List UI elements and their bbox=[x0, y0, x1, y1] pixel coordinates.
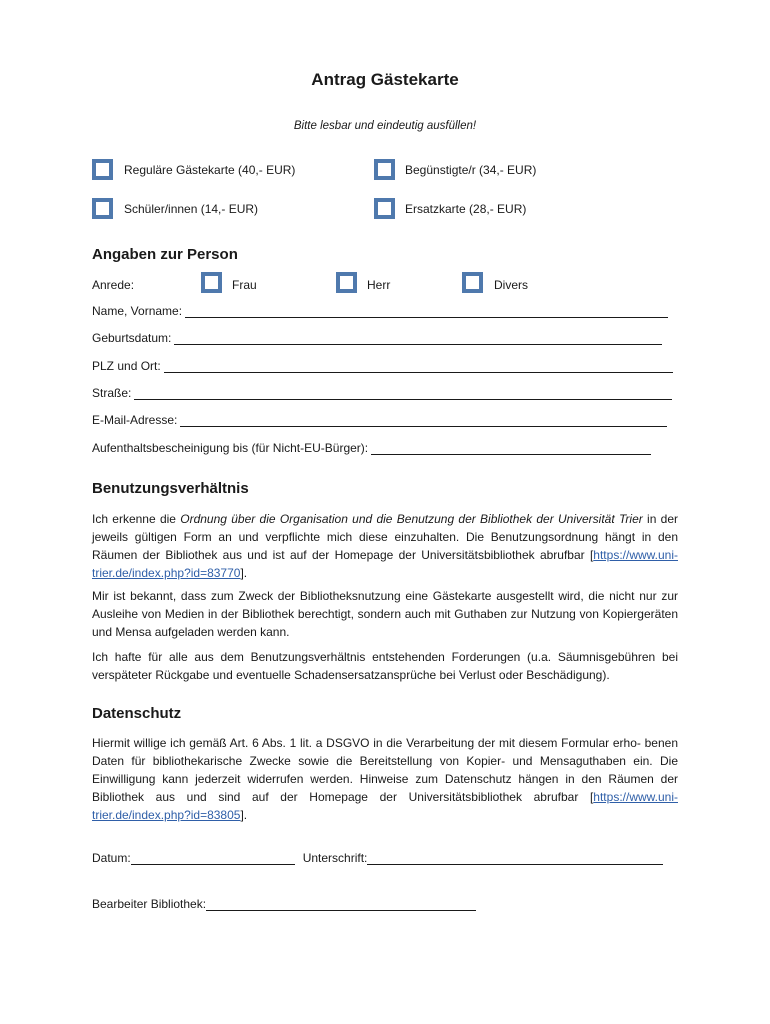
privacy-text-b: ]. bbox=[240, 808, 248, 822]
field-name[interactable] bbox=[92, 304, 668, 318]
checkbox-herr[interactable] bbox=[336, 272, 357, 293]
heading-usage: Benutzungsverhältnis bbox=[92, 480, 249, 497]
checkbox-regular-card[interactable] bbox=[92, 159, 113, 180]
usage-paragraph-3: Ich hafte für alle aus dem Benutzungsverhältnis entstehenden Forderungen (u.a. Säumnisgebühren bei verspäteter Rückgabe und eventuelle Schadensersatzansprüche bei Verlust oder Beschädigung). bbox=[92, 650, 678, 682]
label-regular-card: Reguläre Gästekarte (40,- EUR) bbox=[124, 163, 296, 177]
checkbox-frau[interactable] bbox=[201, 272, 222, 293]
field-name-line[interactable] bbox=[185, 305, 668, 318]
heading-privacy: Datenschutz bbox=[92, 705, 182, 722]
field-name-label: Name, Vorname: bbox=[92, 304, 183, 318]
clerk-line[interactable] bbox=[206, 898, 476, 911]
clerk-row bbox=[92, 897, 476, 911]
form-subtitle: Bitte lesbar und eindeutig ausfüllen! bbox=[293, 120, 477, 132]
privacy-link[interactable]: https://www.uni-trier.de/index.php?id=83805 bbox=[92, 790, 678, 822]
usage-p1-text-c: ]. bbox=[240, 566, 248, 580]
field-residence-permit-label: Aufenthaltsbescheinigung bis (für Nicht-EU-Bürger): bbox=[92, 441, 369, 455]
label-frau: Frau bbox=[232, 278, 257, 292]
usage-regulation-title: Ordnung über die Organisation und die Benutzung der Bibliothek der Universität Trier bbox=[180, 512, 643, 526]
field-zip-city-label: PLZ und Ort: bbox=[92, 359, 161, 373]
usage-paragraph-2: Mir ist bekannt, dass zum Zweck der Bibliotheksnutzung eine Gästekarte ausgestellt wird, die nicht nur zur Ausleihe von Medien in der Bibliothek berechtigt, sondern auch mit Guthaben zur Nutzung von Kopiergeräten und Mensa aufgeladen werden kann. bbox=[92, 589, 678, 639]
label-divers: Divers bbox=[494, 278, 529, 292]
field-street-label: Straße: bbox=[92, 386, 132, 400]
checkbox-student-card[interactable] bbox=[92, 198, 113, 219]
heading-person: Angaben zur Person bbox=[92, 246, 238, 263]
field-email-label: E-Mail-Adresse: bbox=[92, 413, 178, 427]
field-residence-permit-line[interactable] bbox=[371, 442, 651, 455]
field-email[interactable] bbox=[92, 413, 667, 427]
signature-line[interactable] bbox=[367, 852, 663, 865]
field-email-line[interactable] bbox=[180, 414, 667, 427]
label-replacement-card: Ersatzkarte (28,- EUR) bbox=[405, 202, 527, 216]
checkbox-divers[interactable] bbox=[462, 272, 483, 293]
usage-p1-text-a: Ich erkenne die bbox=[92, 512, 181, 526]
checkbox-reduced-card[interactable] bbox=[374, 159, 395, 180]
label-herr: Herr bbox=[367, 278, 391, 292]
signature-row bbox=[92, 851, 663, 865]
field-street[interactable] bbox=[92, 386, 672, 400]
checkbox-replacement-card[interactable] bbox=[374, 198, 395, 219]
date-label: Datum: bbox=[92, 851, 131, 865]
field-zip-city[interactable] bbox=[92, 359, 673, 373]
field-birthdate-line[interactable] bbox=[174, 332, 662, 345]
privacy-paragraph bbox=[92, 734, 678, 824]
field-residence-permit[interactable] bbox=[92, 441, 651, 455]
clerk-label: Bearbeiter Bibliothek: bbox=[92, 897, 207, 911]
label-student-card: Schüler/innen (14,- EUR) bbox=[124, 202, 259, 216]
anrede-label: Anrede: bbox=[92, 278, 135, 292]
usage-paragraph-1 bbox=[92, 510, 678, 582]
field-street-line[interactable] bbox=[134, 387, 672, 400]
field-birthdate[interactable] bbox=[92, 331, 662, 345]
label-reduced-card: Begünstigte/r (34,- EUR) bbox=[405, 163, 537, 177]
signature-label: Unterschrift: bbox=[302, 851, 368, 865]
date-line[interactable] bbox=[131, 852, 295, 865]
field-zip-city-line[interactable] bbox=[164, 360, 673, 373]
privacy-text-a: Hiermit willige ich gemäß Art. 6 Abs. 1 lit. a DSGVO in die Verarbeitung der mit diesem Formular erho- benen Daten für bibliothekarische Zwecke sowie die Bereitstellung von Kopier- und Mensaguthaben ein. Die Einwilligung kann jederzeit widerrufen werden. Hinweise zum Datenschutz hängen in den Räumen der Bibliothek aus und sind auf der Homepage der Universitätsbibliothek abrufbar [ bbox=[92, 736, 678, 804]
form-title: Antrag Gästekarte bbox=[311, 70, 459, 89]
field-birthdate-label: Geburtsdatum: bbox=[92, 331, 172, 345]
usage-regulation-link[interactable]: https://www.uni-trier.de/index.php?id=83770 bbox=[92, 548, 678, 580]
usage-p1-text-b: in der jeweils gültigen Form an und verpflichte mich diese einzuhalten. Die Benutzungsordnung hängt in den Räumen der Bibliothek aus und ist auf der Homepage der Universitätsbibliothek abrufbar [ bbox=[92, 512, 679, 562]
